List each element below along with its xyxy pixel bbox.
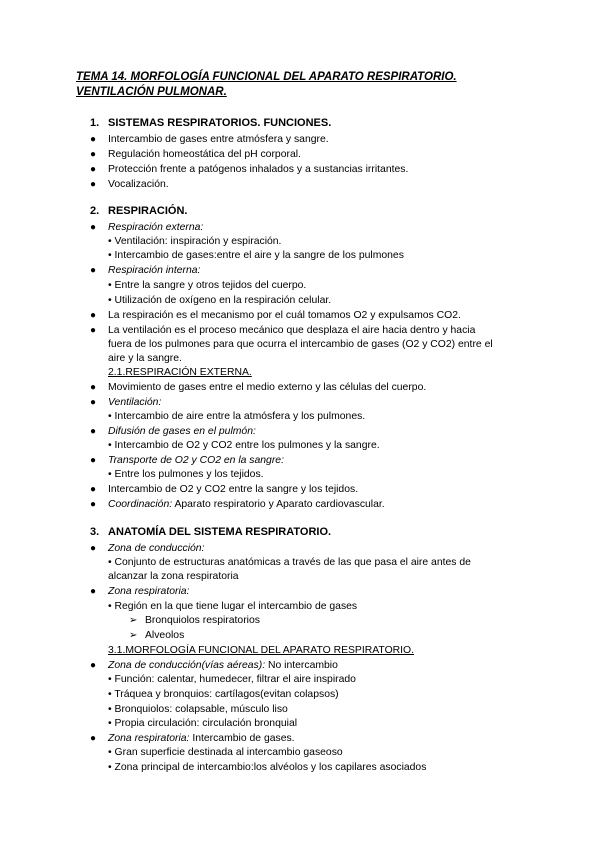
bullet-icon: ● xyxy=(90,325,97,336)
bullet-icon: ● xyxy=(90,484,97,495)
bullet-icon: ● xyxy=(90,586,97,597)
section-title: ANATOMÍA DEL SISTEMA RESPIRATORIO. xyxy=(108,526,332,538)
bullet-icon: ● xyxy=(90,382,97,393)
bullet-icon: ● xyxy=(90,134,97,145)
section-number: 1. xyxy=(90,117,100,129)
bullet-icon: ● xyxy=(90,499,97,510)
bullet-icon: ● xyxy=(90,179,97,190)
section-title: RESPIRACIÓN. xyxy=(108,205,188,217)
document-title: TEMA 14. MORFOLOGÍA FUNCIONAL DEL APARATO RESPIRATORIO. VENTILACIÓN PULMONAR. xyxy=(76,71,457,98)
bullet-icon: ● xyxy=(90,455,97,466)
arrow-bullet-icon: ➢ xyxy=(129,630,138,641)
bullet-icon: ● xyxy=(90,265,97,276)
bullet-icon: ● xyxy=(90,426,97,437)
arrow-bullet-icon: ➢ xyxy=(129,615,138,626)
bullet-icon: ● xyxy=(90,164,97,175)
bullet-icon: ● xyxy=(90,149,97,160)
document-page: TEMA 14. MORFOLOGÍA FUNCIONAL DEL APARATO RESPIRATORIO. VENTILACIÓN PULMONAR. 1. SISTEMAS RESPIRATORIOS. FUNCIONES. ● Intercambio de gases entre atmósfera y sangre. ● Regulación homeostática del pH corporal. ● Protección frente a patógenos inhalados y a sustancias irritantes. ● Vocalización. 2. RESPIRACIÓN. ● Respiración externa: • Ventilación: inspiración y espiración. • Intercambio de gases:entre el aire y la sangre de los pulmones ● Respiración interna: • Entre la sangre y otros tejidos del cuerpo. • Utilización de oxígeno en la respiración celular. ● La respiración es el mecanismo por el cuál tomamos O2 y expulsamos CO2. ● La ventilación es el proceso mecánico que desplaza el aire hacia dentro y hacia fuera de los pulmones para que ocurra el intercambio de gases (O2 y CO2) entre el aire y la sangre. 2.1.RESPIRACIÓN EXTERNA. ● Movimiento de gases entre el medio externo y las células del cuerpo. ● Ventilación: • Intercambio de aire entre la atmósfera y los pulmones. ● Difusión de gases en el pulmón: • Intercambio de O2 y CO2 entre los pulmones y la sangre. ● Transporte de O2 y CO2 en la sangre: • Entre los pulmones y los tejidos. ● Intercambio de O2 y CO2 entre la sangre y los tejidos. ● Coordinación: Aparato respiratorio y Aparato cardiovascular. 3. ANATOMÍA DEL SISTEMA RESPIRATORIO. ● Zona de conducción: • Conjunto de estructuras anatómicas a través de las que pasa el aire antes de alcanzar la zona respiratoria ● Zona respiratoria: • Región en la que tiene lugar el intercambio de gases ➢ Bronquiolos respiratorios ➢ Alveolos 3.1.MORFOLOGÍA FUNCIONAL DEL APARATO RESPIRATORIO. ● Zona de conducción(vías aéreas): No intercambio • Función: calentar, humedecer, filtrar el aire inspirado • Tráquea y bronquios: cartílagos(evitan colapsos) • Bronquiolos: colapsable, músculo liso • Propia circulación: circulación bronquial ● Zona respiratoria: Intercambio de gases. • Gran superficie destinada al intercambio gaseoso • Zona principal de intercambio:los alvéolos y los capilares asociados xyxy=(0,0,600,848)
bullet-icon: ● xyxy=(90,310,97,321)
bullet-icon: ● xyxy=(90,660,97,671)
section-number: 2. xyxy=(90,205,100,217)
section-number: 3. xyxy=(90,526,100,538)
bullet-icon: ● xyxy=(90,222,97,233)
section-title: SISTEMAS RESPIRATORIOS. FUNCIONES. xyxy=(108,117,332,129)
bullet-icon: ● xyxy=(90,397,97,408)
bullet-icon: ● xyxy=(90,733,97,744)
bullet-icon: ● xyxy=(90,543,97,554)
